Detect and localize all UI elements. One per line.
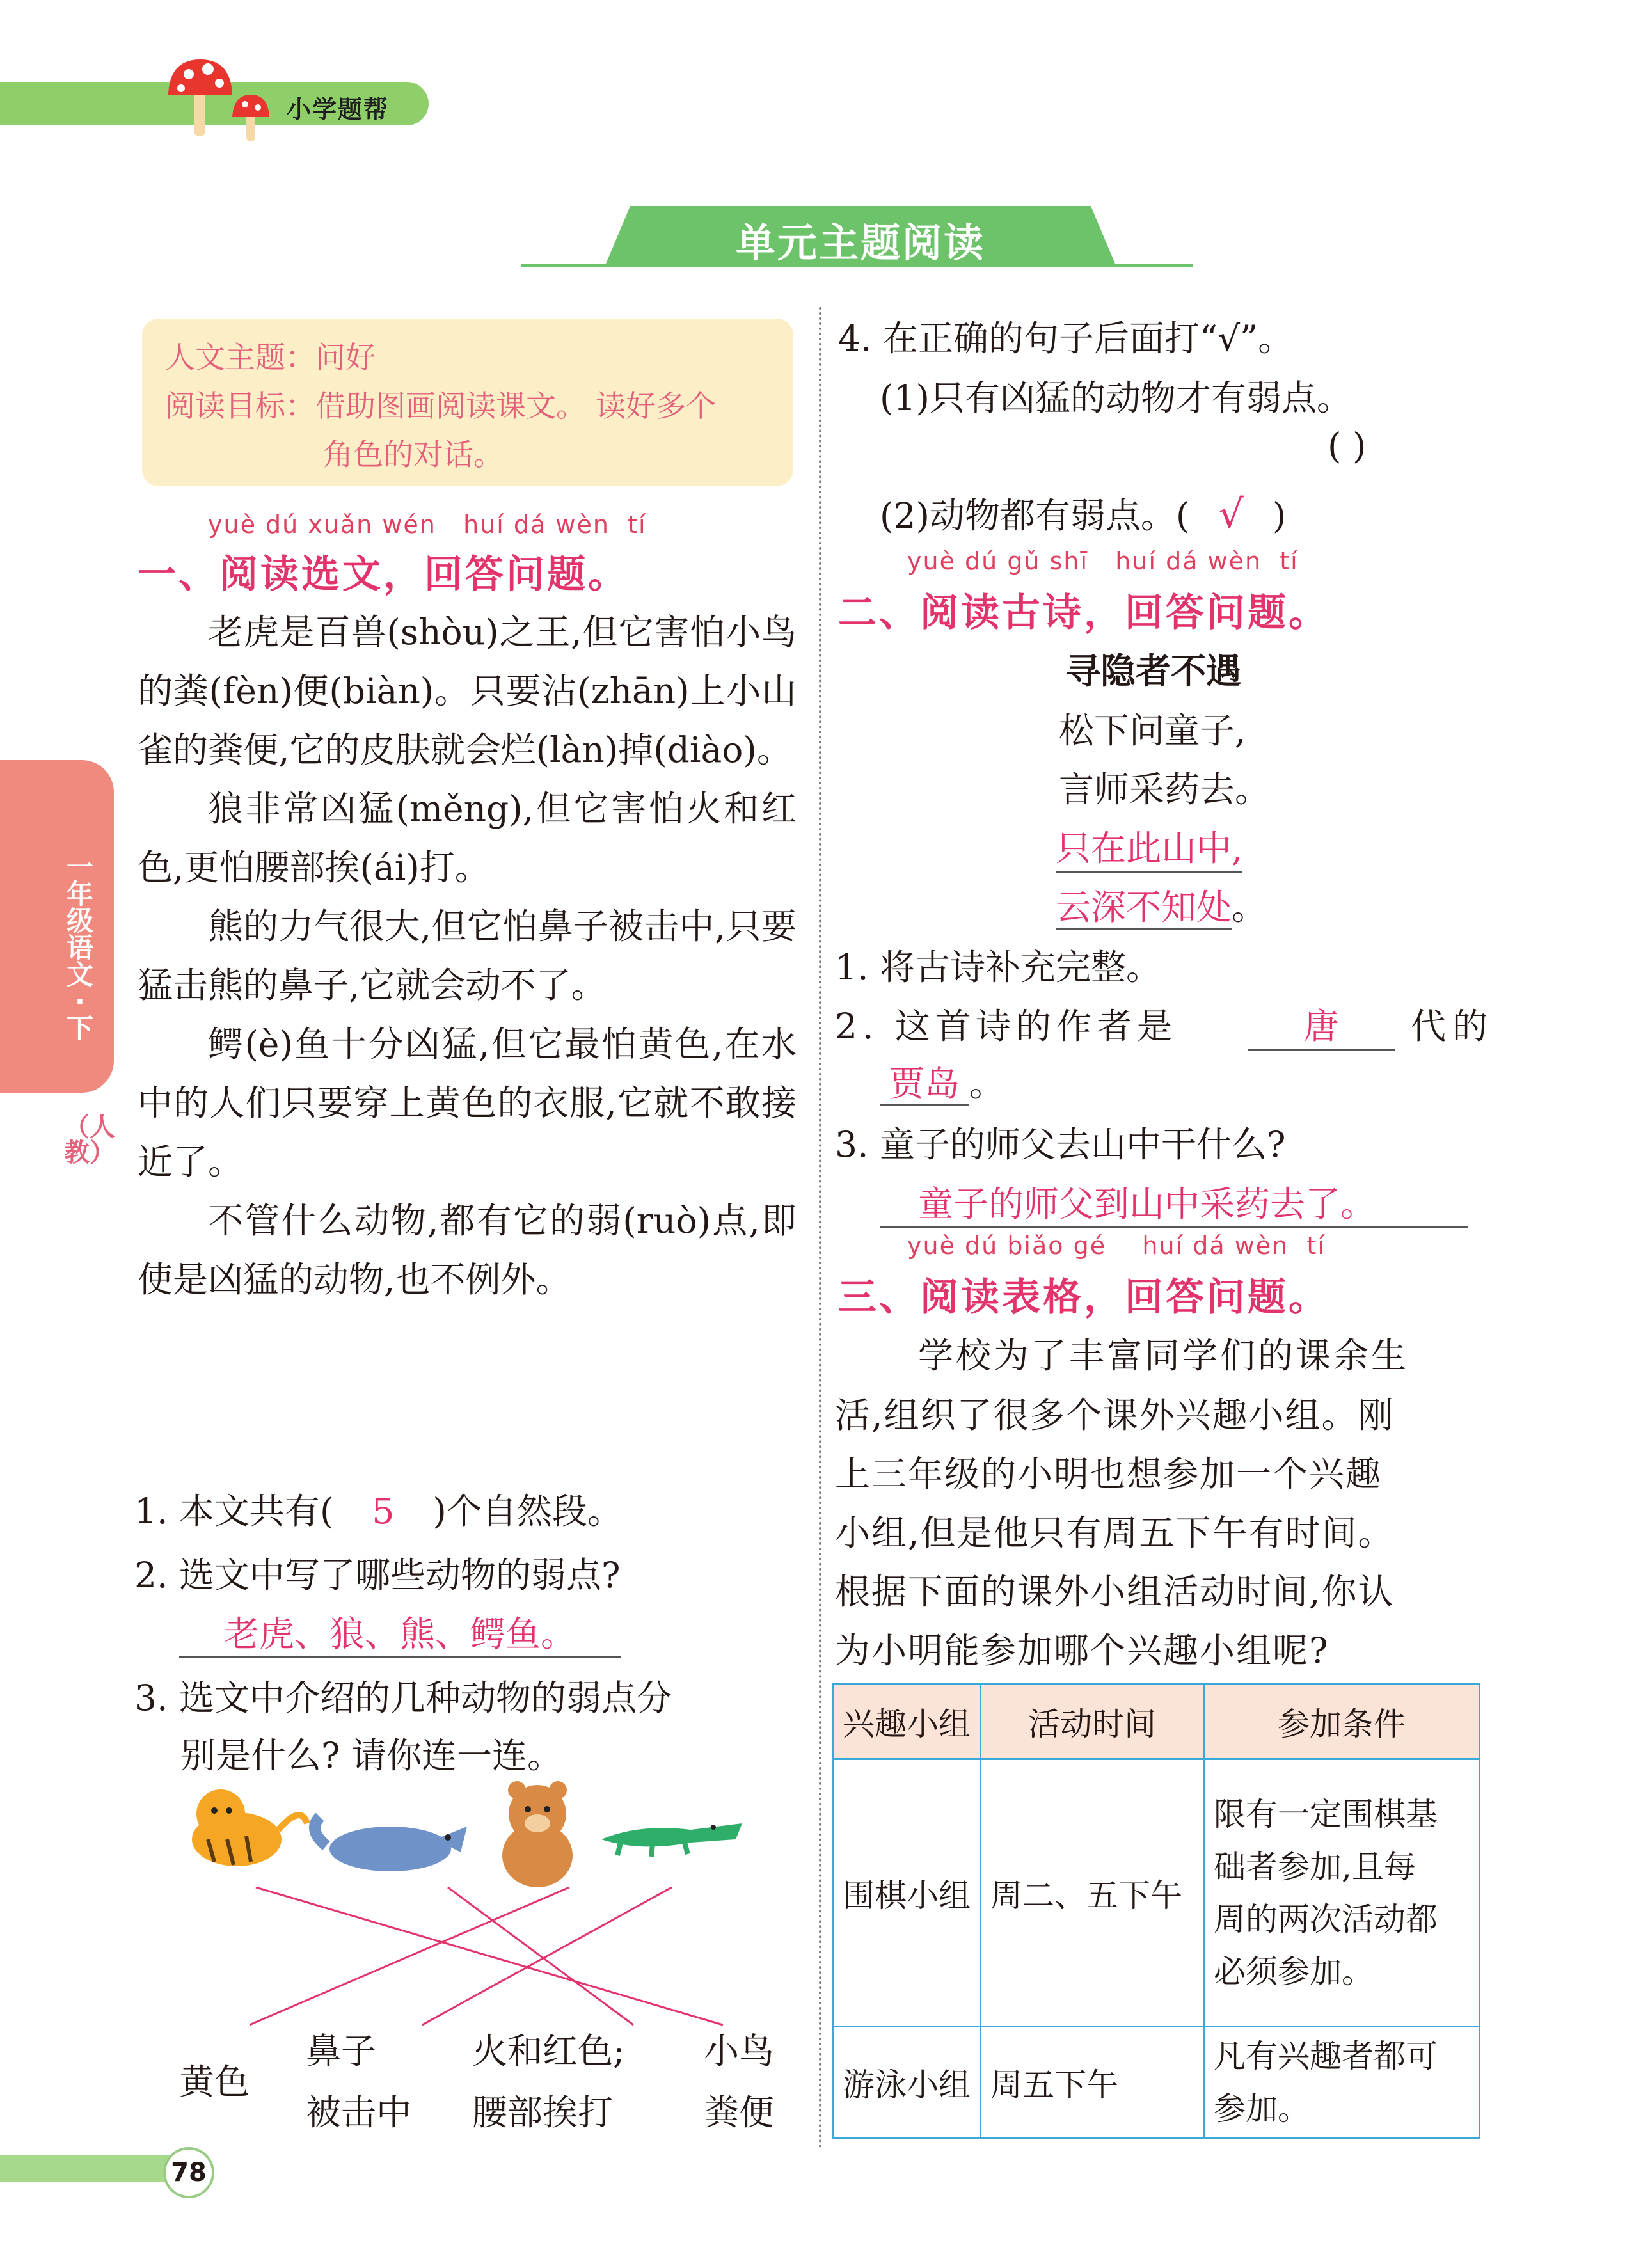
weakness-4: 小鸟: [704, 2031, 775, 2072]
answer-animals: 老虎、狼、熊、鳄鱼。: [179, 1606, 621, 1658]
table-cell-condition: 凡有兴趣者都可 参加。: [1204, 2027, 1480, 2139]
poem-line-1: 松下问童子,: [1059, 710, 1246, 751]
poem-line-3-answer: 只在此山中,: [1056, 820, 1242, 873]
question-1-1: 1. 本文共有( 5 )个自然段。: [134, 1491, 623, 1532]
passage-paragraph: 熊的力气很大,但它怕鼻子被击中,只要猛击熊的鼻子,它就会动不了。: [138, 906, 797, 1006]
section3-text-line: 为小明能参加哪个兴趣小组呢?: [835, 1630, 1329, 1671]
section2-pinyin: yuè dú gǔ shī huí dá wèn tí: [907, 547, 1299, 575]
question-2-2: 2. 这首诗的作者是: [835, 1006, 1177, 1047]
theme-value: 问好: [315, 340, 376, 376]
section3-text-line: 小组,但是他只有周五下午有时间。: [835, 1512, 1395, 1553]
section1-heading: 一、阅读选文，回答问题。: [138, 552, 629, 597]
animals-illustration: [179, 1779, 755, 1894]
answer-purpose: 童子的师父到山中采药去了。: [880, 1176, 1468, 1228]
side-tab: [0, 760, 114, 1093]
side-edition-label: （人教）: [64, 1113, 115, 1168]
answer-paragraph-count: 5: [372, 1491, 395, 1532]
q4-item-1-paren: ( ): [1328, 425, 1367, 466]
section3-text-line: 根据下面的课外小组活动时间,你认: [835, 1571, 1395, 1612]
table-cell-time: 周二、五下午: [981, 1759, 1204, 2027]
section3-text-line: 上三年级的小明也想参加一个兴趣: [835, 1454, 1383, 1495]
poem-title: 寻隐者不遇: [1065, 651, 1242, 692]
answer-dynasty: 唐: [1248, 998, 1395, 1051]
section3-text-line: 活,组织了很多个课外兴趣小组。刚: [835, 1395, 1395, 1436]
q4-item-1: (1)只有凶猛的动物才有弱点。: [880, 377, 1352, 418]
table-header: 兴趣小组: [833, 1684, 981, 1759]
side-grade-label: 一年级语文·下: [66, 852, 93, 1044]
target-line-2: 角色的对话。: [323, 438, 504, 473]
table-header: 参加条件: [1204, 1684, 1480, 1759]
brand-name: 小学题帮: [287, 95, 390, 123]
passage-paragraph: 狼非常凶猛(měng),但它害怕火和红色,更怕腰部挨(ái)打。: [138, 788, 797, 888]
wolf-icon: [315, 1817, 467, 1871]
crocodile-icon: [601, 1823, 742, 1857]
poem-line-4-answer: 云深不知处: [1056, 887, 1232, 930]
question-2-3: 3. 童子的师父去山中干什么?: [835, 1124, 1286, 1165]
theme-label: 人文主题：: [165, 340, 315, 376]
passage-paragraph: 老虎是百兽(shòu)之王,但它害怕小鸟的粪(fèn)便(biàn)。只要沾(zhān)上小山雀的粪便,它的皮肤就会烂(làn)掉(diào)。: [138, 612, 797, 770]
target-line: [165, 383, 716, 425]
target-value: 借助图画阅读课文。 读好多个: [315, 389, 716, 424]
table-cell-time: 周五下午: [981, 2027, 1204, 2139]
table-cell-group: 游泳小组: [833, 2027, 981, 2139]
passage-paragraph: 鳄(è)鱼十分凶猛,但它最怕黄色,在水中的人们只要穿上黄色的衣服,它就不敢接近了。: [138, 1024, 797, 1182]
page-number-bar: [0, 2155, 186, 2182]
weakness-1: 黄色: [179, 2061, 250, 2102]
table-cell-condition: 限有一定围棋基 础者参加,且每 周的两次活动都 必须参加。: [1204, 1759, 1480, 2027]
check-mark: √: [1218, 491, 1244, 537]
weakness-2-line2: 被击中: [306, 2092, 412, 2133]
weakness-2: 鼻子: [306, 2031, 377, 2072]
q4-item-2: (2)动物都有弱点。( √ ): [880, 491, 1287, 537]
weakness-3-line2: 腰部挨打: [472, 2092, 614, 2133]
section1-pinyin: yuè dú xuǎn wén huí dá wèn tí: [208, 511, 647, 539]
page-title: 单元主题阅读: [735, 219, 985, 266]
bear-icon: [502, 1781, 573, 1887]
page-number: 78: [163, 2147, 214, 2198]
poem-line-2: 言师采药去。: [1059, 769, 1271, 810]
question-1-2: 2. 选文中写了哪些动物的弱点?: [134, 1555, 621, 1596]
section3-pinyin: yuè dú biǎo gé huí dá wèn tí: [907, 1232, 1326, 1260]
answer-author: 贾岛: [880, 1063, 969, 1106]
target-label: 阅读目标：: [165, 389, 315, 424]
section3-text-line: 学校为了丰富同学们的课余生: [918, 1335, 1409, 1376]
passage: [138, 603, 797, 1309]
interest-group-table: [832, 1683, 1480, 2139]
table-row: [833, 2027, 1480, 2139]
question-1-3-line2: 别是什么? 请你连一连。: [180, 1735, 562, 1776]
table-row: [833, 1759, 1480, 2027]
weakness-4-line2: 粪便: [704, 2092, 775, 2133]
table-header-row: [833, 1684, 1480, 1759]
mushroom-icon: [163, 56, 278, 146]
question-2-2-line2: 贾岛 。: [880, 1056, 1004, 1106]
weakness-3: 火和红色;: [472, 2031, 625, 2072]
question-1-4: 4. 在正确的句子后面打“√”。: [838, 318, 1294, 359]
theme-line: [165, 334, 376, 377]
poem-line-4: 云深不知处。: [1056, 879, 1267, 930]
tiger-icon: [192, 1789, 307, 1866]
question-2-2-mid: 代的: [1411, 1006, 1495, 1047]
section2-heading: 二、阅读古诗，回答问题。: [838, 591, 1329, 635]
question-2-1: 1. 将古诗补充完整。: [835, 947, 1161, 988]
passage-paragraph: 不管什么动物,都有它的弱(ruò)点,即使是凶猛的动物,也不例外。: [138, 1200, 797, 1300]
table-cell-group: 围棋小组: [833, 1759, 981, 2027]
section3-heading: 三、阅读表格，回答问题。: [838, 1275, 1329, 1320]
table-header: 活动时间: [981, 1684, 1204, 1759]
column-divider: [819, 307, 821, 2150]
question-1-3-line1: 3. 选文中介绍的几种动物的弱点分: [134, 1677, 672, 1718]
